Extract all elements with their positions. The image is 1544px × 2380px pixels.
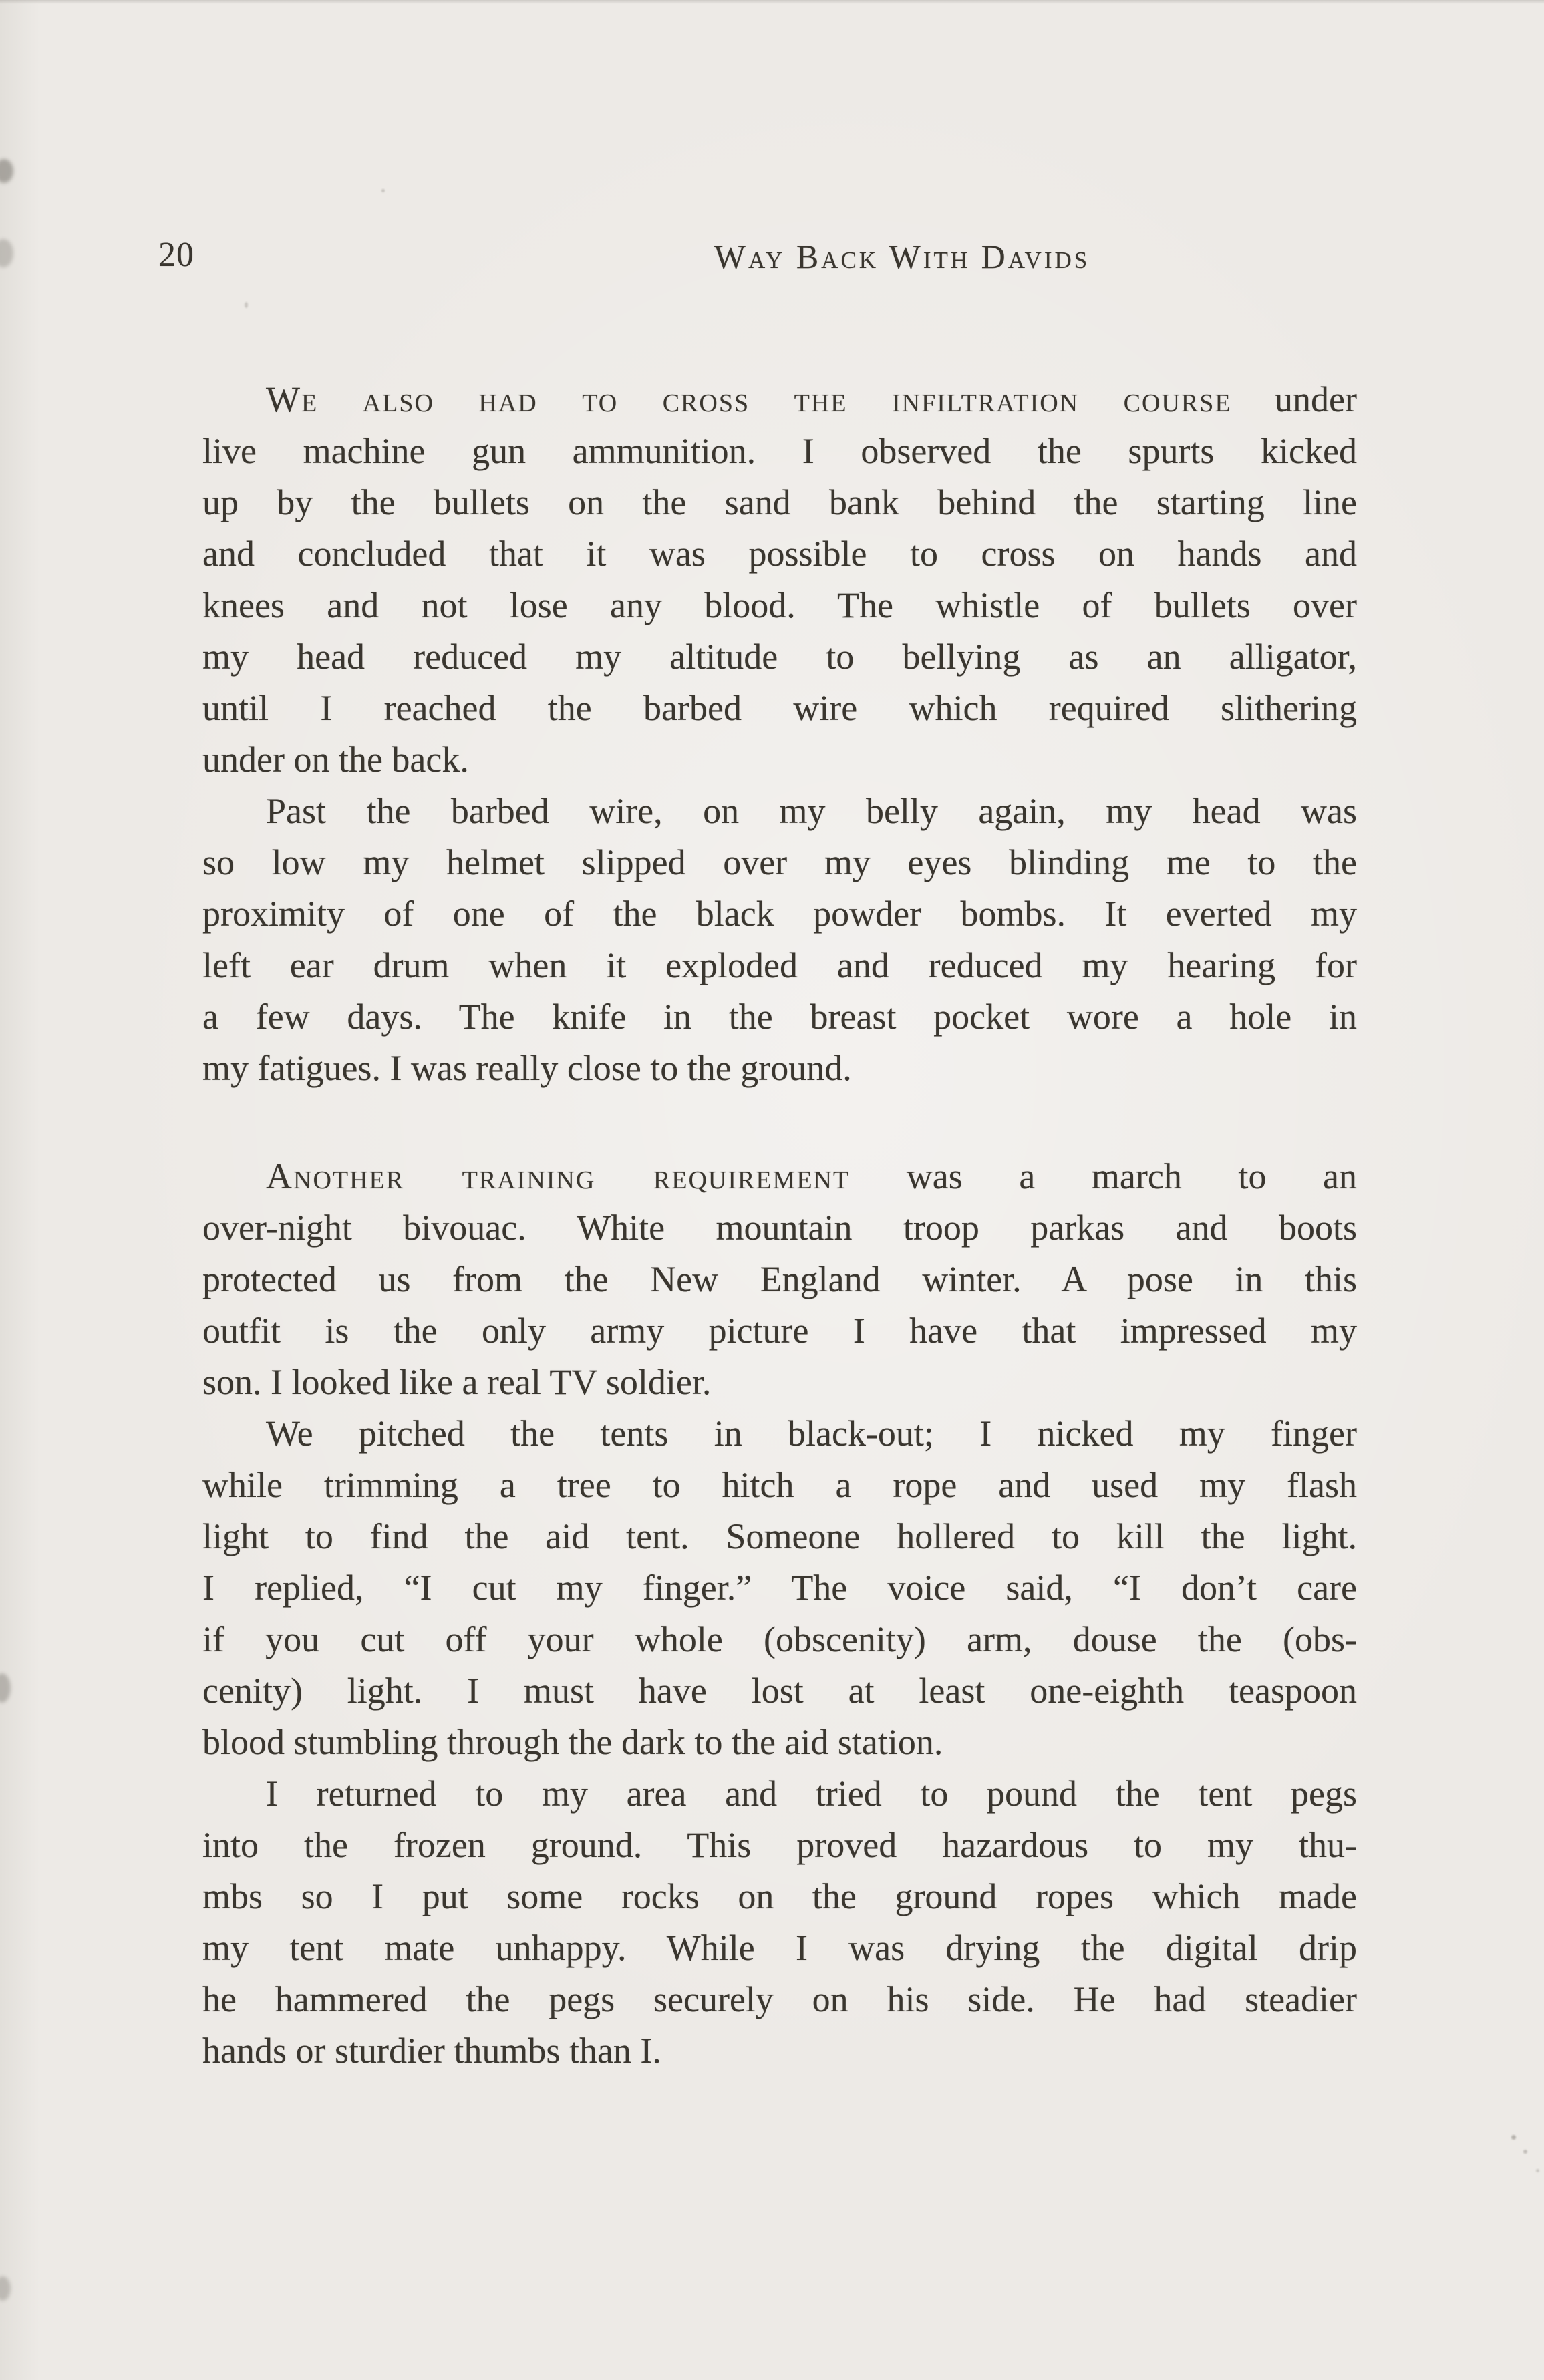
text-line: a few days. The knife in the breast pocket wore a hole in: [202, 997, 1357, 1037]
text-line: my head reduced my altitude to bellying as an alligator,: [202, 637, 1357, 677]
text-line: I replied, “I cut my finger.” The voice said, “I don’t care: [202, 1568, 1357, 1608]
scan-speck: [245, 302, 248, 308]
paragraph: [202, 374, 1357, 786]
text-line: We pitched the tents in black-out; I nicked my finger: [266, 1413, 1357, 1454]
text-line: Another training requirement was a march to an: [266, 1156, 1357, 1196]
lead-in-small-caps: We also had to cross the infiltration course: [266, 379, 1232, 419]
paragraph: [202, 1408, 1357, 1768]
text-line: proximity of one of the black powder bombs. It everted my: [202, 894, 1357, 934]
text-line: We also had to cross the infiltration course under: [266, 379, 1357, 419]
text-line: so low my helmet slipped over my eyes blinding me to the: [202, 842, 1357, 882]
text-line: protected us from the New England winter. A pose in this: [202, 1259, 1357, 1299]
text-line: he hammered the pegs securely on his side. He had steadier: [202, 1979, 1357, 2019]
text-line: up by the bullets on the sand bank behind the starting line: [202, 482, 1357, 522]
page-body: [202, 374, 1357, 2077]
text-line: mbs so I put some rocks on the ground ropes which made: [202, 1876, 1357, 1916]
running-title: Way Back With Davids: [714, 238, 1090, 275]
page-header: [0, 235, 1544, 289]
text-line: cenity) light. I must have lost at least one-eighth teaspoon: [202, 1671, 1357, 1711]
paragraph: [202, 1151, 1357, 1408]
text-line: and concluded that it was possible to cross on hands and: [202, 534, 1357, 574]
paragraph: [202, 1768, 1357, 2077]
text-line: left ear drum when it exploded and reduced my hearing for: [202, 945, 1357, 985]
scan-speck: [1523, 2150, 1527, 2154]
text-line: outfit is the only army picture I have that impressed my: [202, 1311, 1357, 1351]
scan-speck: [1536, 2169, 1539, 2172]
text-line: into the frozen ground. This proved hazardous to my thu-: [202, 1825, 1357, 1865]
text-line: I returned to my area and tried to pound the tent pegs: [266, 1773, 1357, 1814]
text-line: my fatigues. I was really close to the ground.: [202, 1048, 852, 1088]
text-line: under on the back.: [202, 739, 469, 780]
text-line: hands or sturdier thumbs than I.: [202, 2031, 661, 2071]
paragraph: [202, 786, 1357, 1094]
scan-smudge: [0, 1673, 11, 1703]
text-line: while trimming a tree to hitch a rope and used my flash: [202, 1465, 1357, 1505]
page-number: 20: [158, 236, 194, 274]
text-line: blood stumbling through the dark to the aid station.: [202, 1722, 943, 1762]
scan-speck: [1511, 2135, 1516, 2140]
text-line: light to find the aid tent. Someone hollered to kill the light.: [202, 1516, 1357, 1556]
text-line: until I reached the barbed wire which required slithering: [202, 688, 1357, 728]
text-line: my tent mate unhappy. While I was drying the digital drip: [202, 1928, 1357, 1968]
text-line: if you cut off your whole (obscenity) arm, douse the (obs-: [202, 1619, 1357, 1659]
scan-smudge: [0, 159, 13, 183]
scan-smudge: [0, 2276, 11, 2301]
text-line: knees and not lose any blood. The whistle of bullets over: [202, 585, 1357, 625]
scan-speck: [381, 189, 385, 192]
text-line: Past the barbed wire, on my belly again, my head was: [266, 791, 1357, 831]
text-line: live machine gun ammunition. I observed the spurts kicked: [202, 431, 1357, 471]
lead-in-small-caps: Another training requirement: [266, 1156, 851, 1196]
text-line: over-night bivouac. White mountain troop parkas and boots: [202, 1208, 1357, 1248]
text-line: son. I looked like a real TV soldier.: [202, 1362, 712, 1402]
